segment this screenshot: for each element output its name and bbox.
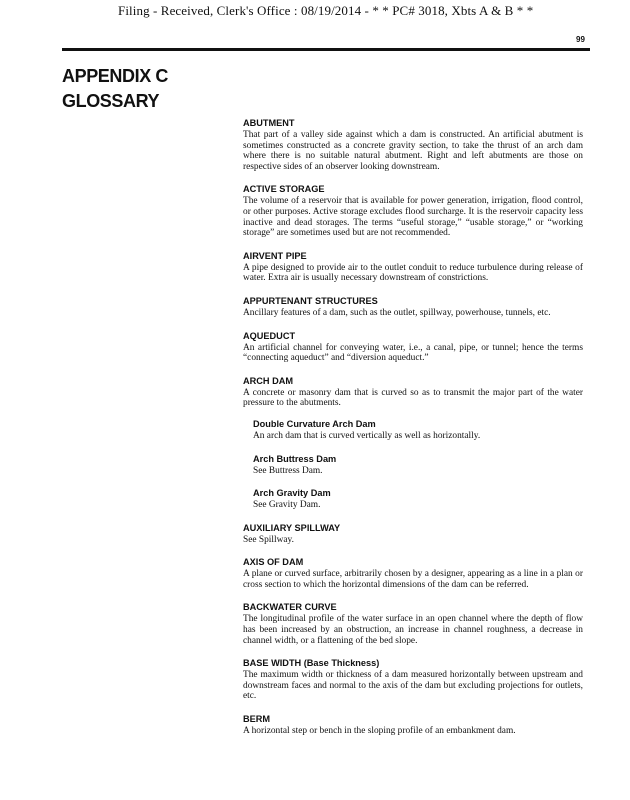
glossary-term: AUXILIARY SPILLWAY [243, 522, 341, 533]
glossary-subdefinition: See Gravity Dam. [253, 500, 321, 511]
glossary-definition: A plane or curved surface, arbitrarily chosen by a designer, appearing as a line in a plan or cross section to which the horizontal dimensions of the dam can be referred. [243, 569, 583, 590]
glossary-entry-axis-of-dam [243, 557, 583, 590]
glossary-label: GLOSSARY [62, 91, 160, 111]
glossary-entry-active-storage [243, 184, 583, 238]
glossary-subdefinition: See Buttress Dam. [253, 465, 323, 476]
glossary-term: BASE WIDTH (Base Thickness) [243, 658, 380, 669]
glossary-term: BERM [243, 714, 271, 725]
glossary-definition: The longitudinal profile of the water surface in an open channel where the depth of flow has been increased by an obstruction, an increase in channel roughness, a decrease in channel width, or a flattening of the bed slope. [243, 614, 583, 646]
glossary-entry-appurtenant-structures [243, 296, 583, 319]
glossary-entry-base-width [243, 658, 583, 702]
glossary-term: AIRVENT PIPE [243, 250, 307, 261]
glossary-subterm: Arch Buttress Dam [253, 453, 337, 464]
glossary-definition: The volume of a reservoir that is available for power generation, irrigation, flood control, or other purposes. Active storage excludes flood surcharge. It is the reservoir capacity less inactive and dead storages. The terms “useful storage,” “usable storage,” or “working storage” are sometimes used but are not recommended. [243, 196, 583, 239]
glossary-definition: An artificial channel for conveying water, i.e., a canal, pipe, or tunnel; hence the terms “connecting aqueduct” and “diversion aqueduct.” [243, 342, 583, 364]
glossary-term: ARCH DAM [243, 375, 294, 386]
glossary-definition: A concrete or masonry dam that is curved so as to transmit the major part of the water pressure to the abutments. [243, 387, 583, 409]
glossary-term: ABUTMENT [243, 118, 295, 128]
glossary-subdefinition: An arch dam that is curved vertically as well as horizontally. [253, 430, 481, 441]
glossary-entry-berm [243, 714, 583, 737]
glossary-definition: See Spillway. [243, 534, 294, 545]
glossary-entry-airvent-pipe [243, 251, 583, 284]
glossary-entry-abutment [243, 118, 583, 172]
appendix-label: APPENDIX C [62, 66, 169, 86]
glossary-term: ACTIVE STORAGE [243, 184, 325, 195]
page-title [62, 64, 168, 114]
filing-stamp: Filing - Received, Clerk's Office : 08/19/2014 - * * PC# 3018, Xbts A & B * * [118, 3, 534, 18]
glossary-subterm: Arch Gravity Dam [253, 488, 331, 499]
glossary-subterm: Double Curvature Arch Dam [253, 418, 376, 429]
glossary-subentry-arch-gravity [253, 488, 583, 511]
glossary-term: BACKWATER CURVE [243, 602, 337, 613]
glossary-definition: A horizontal step or bench in the sloping profile of an embankment dam. [243, 726, 516, 737]
glossary-term: APPURTENANT STRUCTURES [243, 295, 378, 306]
glossary-definition: That part of a valley side against which a dam is constructed. An artificial abutment is sometimes constructed as a concrete gravity section, to take the thrust of an arch dam where there is no suitable natural abutment. Right and left abutments are those on respective sides of an observer looking downstream. [243, 130, 583, 172]
glossary-entry-backwater-curve [243, 602, 583, 646]
glossary-definition: The maximum width or thickness of a dam measured horizontally between upstream and downstream faces and normal to the axis of the dam but excluding projections for outlets, etc. [243, 670, 583, 702]
glossary-entries [243, 118, 583, 749]
header-rule [62, 48, 590, 51]
glossary-entry-arch-dam [243, 376, 583, 511]
glossary-definition: Ancillary features of a dam, such as the outlet, spillway, powerhouse, tunnels, etc. [243, 307, 551, 318]
glossary-definition: A pipe designed to provide air to the outlet conduit to reduce turbulence during release of water. Extra air is usually necessary downstream of constrictions. [243, 262, 583, 284]
glossary-term: AQUEDUCT [243, 330, 296, 341]
glossary-entry-auxiliary-spillway [243, 523, 583, 546]
page-number: 99 [576, 35, 585, 44]
glossary-entry-aqueduct [243, 331, 583, 364]
glossary-subentry-double-curvature [253, 419, 583, 442]
glossary-term: AXIS OF DAM [243, 557, 304, 568]
glossary-subentry-arch-buttress [253, 454, 583, 477]
